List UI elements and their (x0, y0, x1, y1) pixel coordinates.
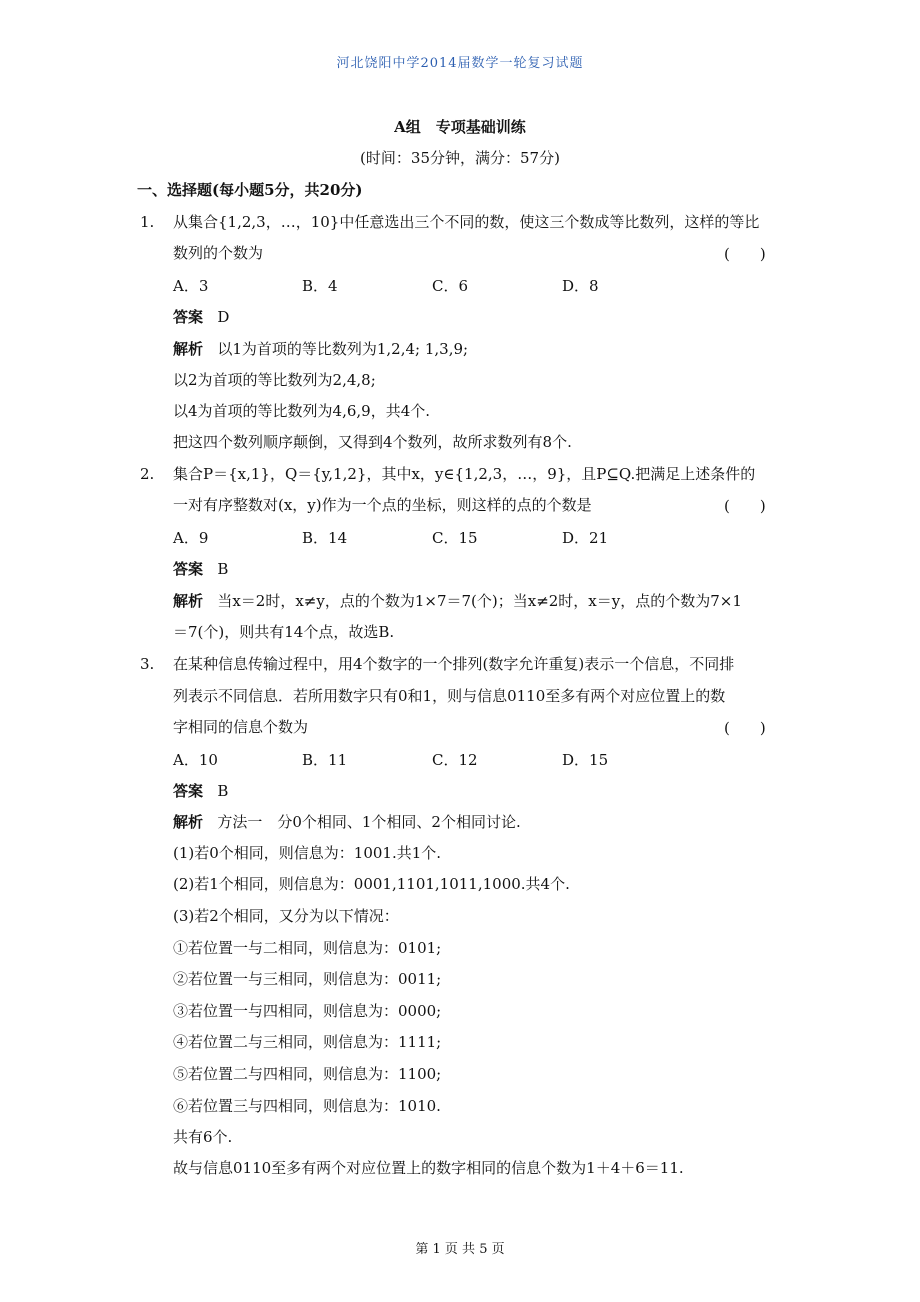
option-b: B．4 (302, 277, 338, 295)
analysis-text: 当x＝2时，x≠y，点的个数为1×7＝7(个)；当x≠2时，x＝y，点的个数为7×1 (217, 592, 742, 610)
analysis-text: 把这四个数列顺序颠倒，又得到4个数列，故所求数列有8个. (173, 433, 572, 451)
analysis-text: ①若位置一与二相同，则信息为：0101; (173, 939, 442, 957)
answer-blank: ( ) (724, 719, 766, 737)
answer-value: D (217, 308, 230, 326)
analysis-text: ＝7(个)，则共有14个点，故选B. (173, 623, 395, 641)
question-text: 一对有序整数对(x，y)作为一个点的坐标，则这样的点的个数是 (173, 496, 592, 514)
section-heading: 一、选择题(每小题5分，共20分) (137, 181, 363, 199)
analysis-text: ④若位置二与三相同，则信息为：1111; (173, 1033, 442, 1051)
analysis-line (173, 812, 521, 832)
analysis-text: (1)若0个相同，则信息为：1001.共1个. (173, 844, 442, 862)
question-number: 1. (140, 213, 155, 231)
answer-value: B (217, 560, 229, 578)
analysis-text: 故与信息0110至多有两个对应位置上的数字相同的信息个数为1＋4＋6＝11. (173, 1159, 684, 1177)
analysis-text: ③若位置一与四相同，则信息为：0000; (173, 1002, 442, 1020)
analysis-text: ⑤若位置二与四相同，则信息为：1100; (173, 1065, 442, 1083)
option-d: D．21 (562, 529, 609, 547)
page-header: 河北饶阳中学2014届数学一轮复习试题 (336, 56, 584, 71)
analysis-line (173, 339, 468, 359)
answer-blank: ( ) (724, 497, 766, 515)
analysis-label: 解析 (173, 340, 204, 358)
question-text: 从集合{1,2,3，…，10}中任意选出三个不同的数，使这三个数成等比数列，这样的等比 (173, 213, 760, 231)
analysis-text: (3)若2个相同，又分为以下情况： (173, 907, 399, 925)
option-b: B．14 (302, 529, 348, 547)
question-text: 列表示不同信息．若所用数字只有0和1，则与信息0110至多有两个对应位置上的数 (173, 687, 726, 705)
group-title: A组 专项基础训练 (394, 118, 526, 136)
answer-value: B (217, 782, 229, 800)
question-number: 2. (140, 465, 155, 483)
analysis-text: ⑥若位置三与四相同，则信息为：1010. (173, 1097, 441, 1115)
time-info: (时间：35分钟，满分：57分) (360, 149, 560, 167)
page-footer: 第 1 页 共 5 页 (415, 1242, 505, 1257)
question-text: 在某种信息传输过程中，用4个数字的一个排列(数字允许重复)表示一个信息，不同排 (173, 655, 735, 673)
answer-label: 答案 (173, 308, 204, 326)
analysis-text: 以4为首项的等比数列为4,6,9，共4个. (173, 402, 431, 420)
analysis-text: (2)若1个相同，则信息为：0001,1101,1011,1000.共4个. (173, 875, 570, 893)
answer-label: 答案 (173, 560, 204, 578)
option-c: C．6 (432, 277, 469, 295)
analysis-label: 解析 (173, 592, 204, 610)
answer-blank: ( ) (724, 245, 766, 263)
question-text: 数列的个数为 (173, 244, 264, 262)
analysis-line (173, 591, 742, 611)
option-a: A．10 (173, 751, 218, 769)
analysis-text: 以1为首项的等比数列为1,2,4; 1,3,9; (217, 340, 469, 358)
analysis-text: 方法一 分0个相同、1个相同、2个相同讨论. (217, 813, 521, 831)
analysis-label: 解析 (173, 813, 204, 831)
answer-line (173, 307, 229, 327)
answer-line (173, 559, 228, 579)
answer-line (173, 781, 228, 801)
option-b: B．11 (302, 751, 348, 769)
analysis-text: 以2为首项的等比数列为2,4,8; (173, 371, 376, 389)
option-c: C．15 (432, 529, 478, 547)
question-number: 3. (140, 655, 155, 673)
option-d: D．15 (562, 751, 609, 769)
answer-label: 答案 (173, 782, 204, 800)
option-a: A．9 (173, 529, 209, 547)
question-text: 集合P＝{x,1}，Q＝{y,1,2}，其中x，y∈{1,2,3，…，9}，且P⊆Q.把满足上述条件的 (173, 465, 756, 483)
analysis-text: 共有6个. (173, 1128, 233, 1146)
option-a: A．3 (173, 277, 209, 295)
option-c: C．12 (432, 751, 478, 769)
option-d: D．8 (562, 277, 599, 295)
analysis-text: ②若位置一与三相同，则信息为：0011; (173, 970, 442, 988)
question-text: 字相同的信息个数为 (173, 718, 309, 736)
